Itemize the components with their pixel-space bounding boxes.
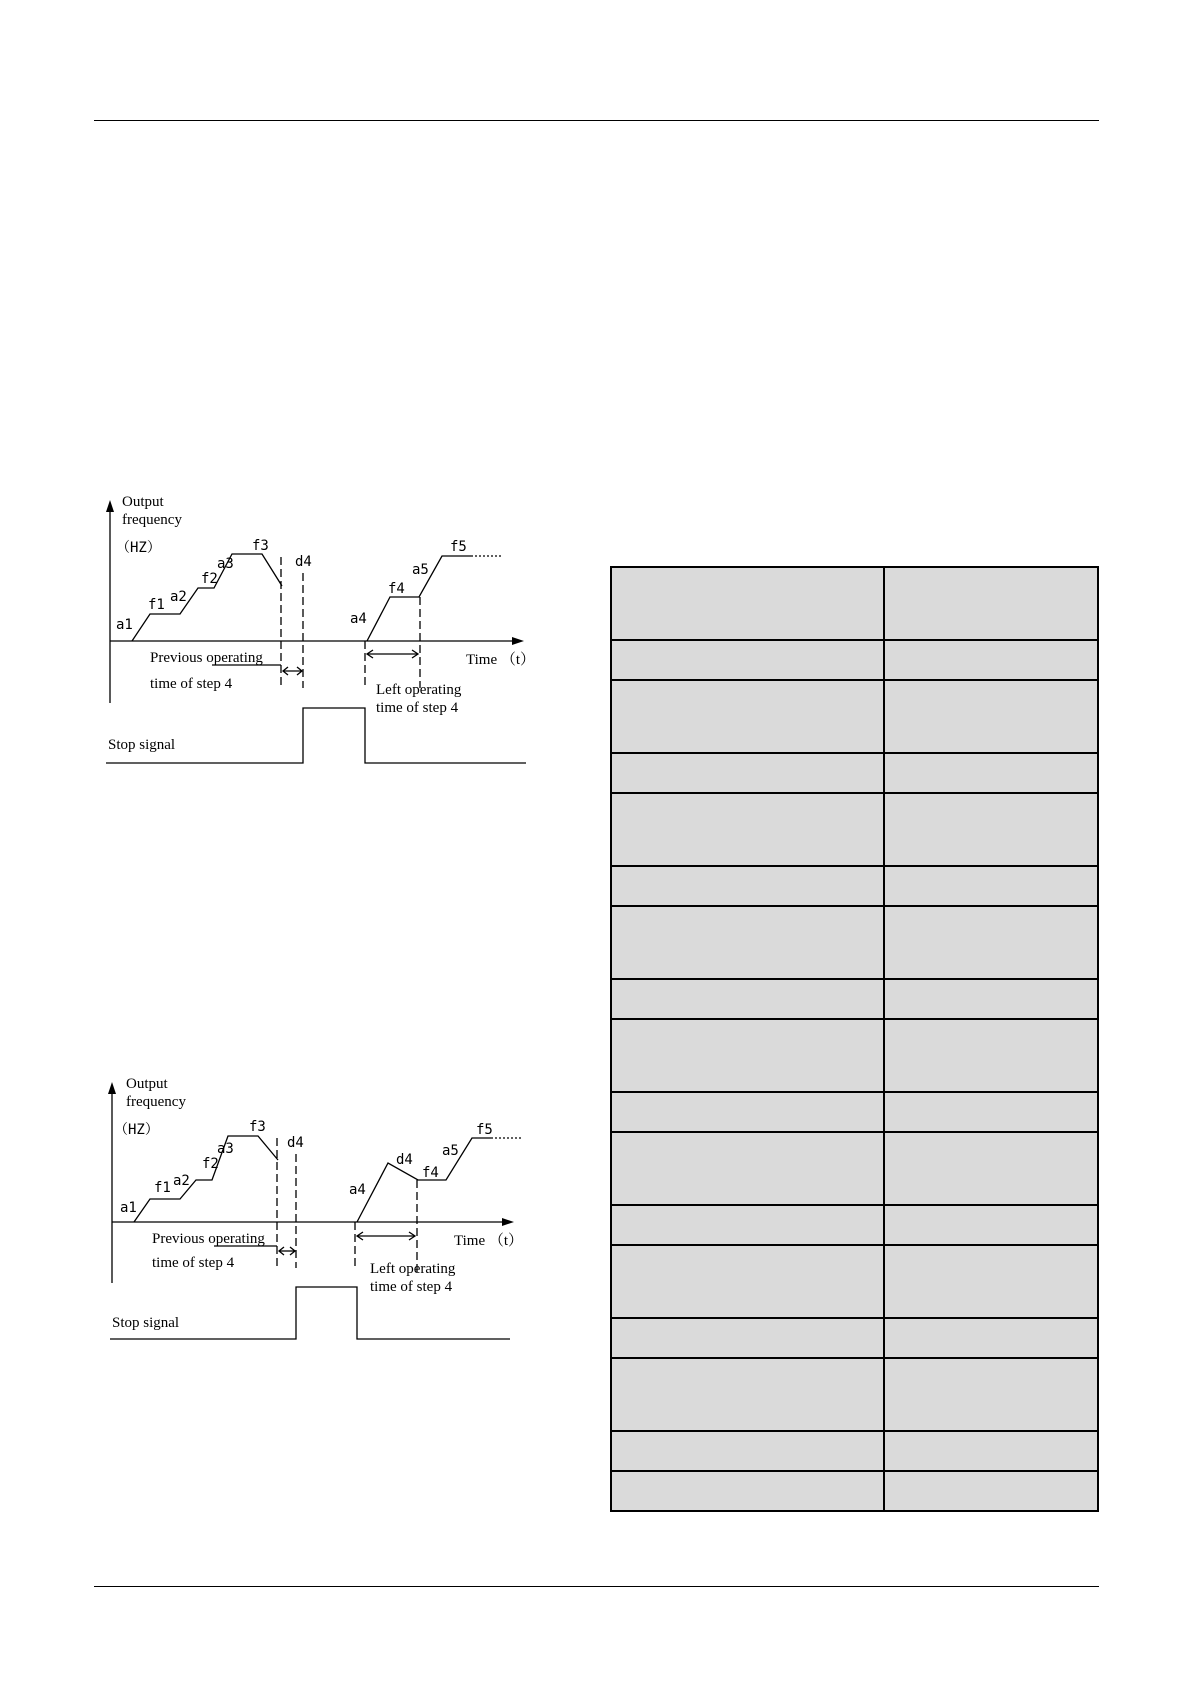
y-axis-title-line-2: frequency <box>122 512 182 528</box>
table-cell <box>611 866 884 906</box>
table-cell <box>611 1471 884 1511</box>
table-cell <box>884 1358 1098 1431</box>
table-cell <box>884 793 1098 866</box>
label-d4: d4 <box>295 554 312 570</box>
table-cell <box>884 1245 1098 1318</box>
label-a3: a3 <box>217 556 234 572</box>
label-a2: a2 <box>173 1173 190 1189</box>
stop-signal-line <box>106 708 526 763</box>
parameter-table <box>610 566 1099 1512</box>
label-f5: f5 <box>450 539 467 555</box>
table-row <box>611 1205 1098 1245</box>
label-a3: a3 <box>217 1141 234 1157</box>
left-time-line-2: time of step 4 <box>370 1279 453 1295</box>
table-cell <box>611 1431 884 1471</box>
left-time-line-1: Left operating <box>370 1261 456 1277</box>
left-time-line-1: Left operating <box>376 682 462 698</box>
label-a1: a1 <box>116 617 133 633</box>
y-axis-title-line-1: Output <box>122 494 164 510</box>
table-cell <box>884 979 1098 1019</box>
table-row <box>611 1019 1098 1092</box>
x-axis-arrow <box>512 637 524 645</box>
label-f3: f3 <box>252 538 269 554</box>
table-cell <box>611 567 884 640</box>
table-cell <box>611 1132 884 1205</box>
label-d4-first: d4 <box>287 1135 304 1151</box>
table-cell <box>884 640 1098 680</box>
table-cell <box>884 866 1098 906</box>
table-cell <box>611 1205 884 1245</box>
label-f1: f1 <box>148 597 165 613</box>
table-cell <box>884 567 1098 640</box>
label-a5: a5 <box>412 562 429 578</box>
x-axis-label: Time （t） <box>466 652 536 668</box>
header-rule <box>94 120 1099 121</box>
label-f1: f1 <box>154 1180 171 1196</box>
table-cell <box>884 680 1098 753</box>
table-cell <box>884 906 1098 979</box>
label-f2: f2 <box>201 571 218 587</box>
table-row <box>611 753 1098 793</box>
table-row <box>611 1431 1098 1471</box>
table-cell <box>884 1205 1098 1245</box>
table-cell <box>611 906 884 979</box>
table-cell <box>611 680 884 753</box>
stop-signal-timing-diagram-2 <box>96 1068 546 1368</box>
label-f3: f3 <box>249 1119 266 1135</box>
prev-time-line-2: time of step 4 <box>150 676 233 692</box>
table-cell <box>611 979 884 1019</box>
table-row <box>611 906 1098 979</box>
label-a5: a5 <box>442 1143 459 1159</box>
stop-signal-label: Stop signal <box>108 737 176 753</box>
y-axis-title-line-1: Output <box>126 1076 168 1092</box>
table-cell <box>884 1019 1098 1092</box>
label-f4: f4 <box>388 581 405 597</box>
x-axis-label: Time （t） <box>454 1233 524 1249</box>
y-axis-title-line-2: frequency <box>126 1094 186 1110</box>
label-a2: a2 <box>170 589 187 605</box>
y-axis-unit: （HZ） <box>116 540 161 556</box>
diagram-2-svg <box>96 1068 546 1368</box>
diagram-1-svg <box>96 488 546 788</box>
table-row <box>611 1132 1098 1205</box>
x-axis-arrow <box>502 1218 514 1226</box>
table-row <box>611 866 1098 906</box>
table-row <box>611 979 1098 1019</box>
table-row <box>611 1358 1098 1431</box>
label-d4-second: d4 <box>396 1152 413 1168</box>
table-cell <box>611 1318 884 1358</box>
y-axis-unit: （HZ） <box>114 1122 159 1138</box>
stop-signal-label: Stop signal <box>112 1315 180 1331</box>
label-f2: f2 <box>202 1156 219 1172</box>
footer-rule <box>94 1586 1099 1587</box>
table-row <box>611 1092 1098 1132</box>
table-cell <box>884 753 1098 793</box>
stop-signal-timing-diagram-1 <box>96 488 546 788</box>
table-cell <box>611 1019 884 1092</box>
table-row <box>611 1471 1098 1511</box>
table-cell <box>611 1092 884 1132</box>
table-row <box>611 1245 1098 1318</box>
prev-time-line-1: Previous operating <box>150 650 263 666</box>
table-cell <box>611 640 884 680</box>
table-cell <box>884 1092 1098 1132</box>
label-f4: f4 <box>422 1165 439 1181</box>
label-a4: a4 <box>349 1182 366 1198</box>
prev-time-line-2: time of step 4 <box>152 1255 235 1271</box>
table-cell <box>884 1471 1098 1511</box>
table-cell <box>884 1431 1098 1471</box>
table-row <box>611 1318 1098 1358</box>
table-cell <box>611 1245 884 1318</box>
table-row <box>611 640 1098 680</box>
frequency-curve-part-1 <box>134 1136 278 1222</box>
left-time-line-2: time of step 4 <box>376 700 459 716</box>
label-f5: f5 <box>476 1122 493 1138</box>
table-cell <box>611 753 884 793</box>
table-cell <box>611 1358 884 1431</box>
table-row <box>611 793 1098 866</box>
table-cell <box>884 1318 1098 1358</box>
y-axis-arrow <box>108 1082 116 1094</box>
y-axis-arrow <box>106 500 114 512</box>
label-a4: a4 <box>350 611 367 627</box>
table-row <box>611 567 1098 640</box>
table-cell <box>611 793 884 866</box>
table-row <box>611 680 1098 753</box>
prev-time-line-1: Previous operating <box>152 1231 265 1247</box>
label-a1: a1 <box>120 1200 137 1216</box>
table-cell <box>884 1132 1098 1205</box>
